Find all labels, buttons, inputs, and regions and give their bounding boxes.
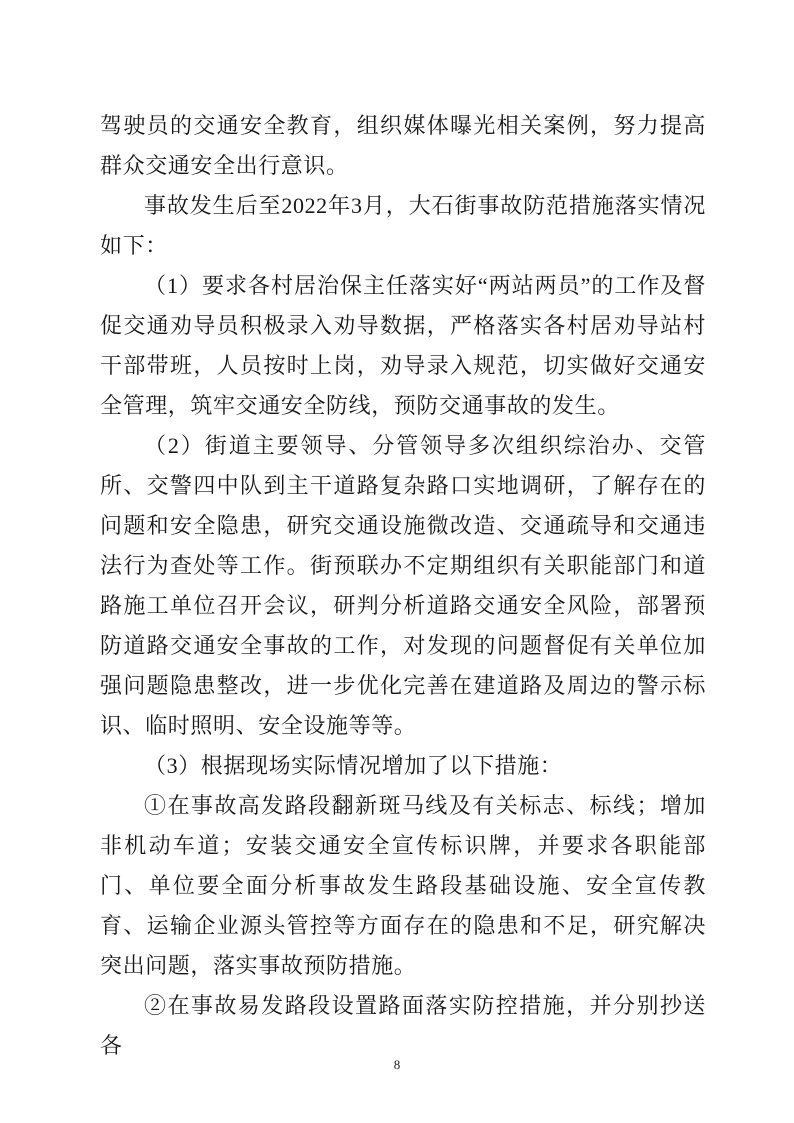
document-body — [100, 106, 706, 1066]
paragraph: （1）要求各村居治保主任落实好“两站两员”的工作及督促交通劝导员积极录入劝导数据，严格落实各村居劝导站村干部带班，人员按时上岗，劝导录入规范，切实做好交通安全管理，筑牢交通安全防线，预防交通事故的发生。 — [100, 273, 706, 418]
paragraph: ①在事故高发路段翻新斑马线及有关标志、标线；增加非机动车道；安装交通安全宣传标识牌，并要求各职能部门、单位要全面分析事故发生路段基础设施、安全宣传教育、运输企业源头管控等方面存在的隐患和不足，研究解决突出问题，落实事故预防措施。 — [100, 793, 706, 978]
paragraph: ②在事故易发路段设置路面落实防控措施，并分别抄送各 — [100, 993, 706, 1058]
paragraph: 事故发生后至2022年3月，大石街事故防范措施落实情况如下： — [100, 193, 706, 258]
paragraph: （2）街道主要领导、分管领导多次组织综治办、交管所、交警四中队到主干道路复杂路口实地调研，了解存在的问题和安全隐患，研究交通设施微改造、交通疏导和交通违法行为查处等工作。街预联办不定期组织有关职能部门和道路施工单位召开会议，研判分析道路交通安全风险，部署预防道路交通安全事故的工作，对发现的问题督促有关单位加强问题隐患整改，进一步优化完善在建道路及周边的警示标识、临时照明、安全设施等等。 — [100, 433, 706, 738]
page-number: 8 — [393, 1057, 401, 1072]
page-footer — [0, 1056, 794, 1074]
paragraph: （3）根据现场实际情况增加了以下措施： — [144, 753, 563, 778]
paragraph: 驾驶员的交通安全教育，组织媒体曝光相关案例，努力提高群众交通安全出行意识。 — [100, 113, 706, 178]
